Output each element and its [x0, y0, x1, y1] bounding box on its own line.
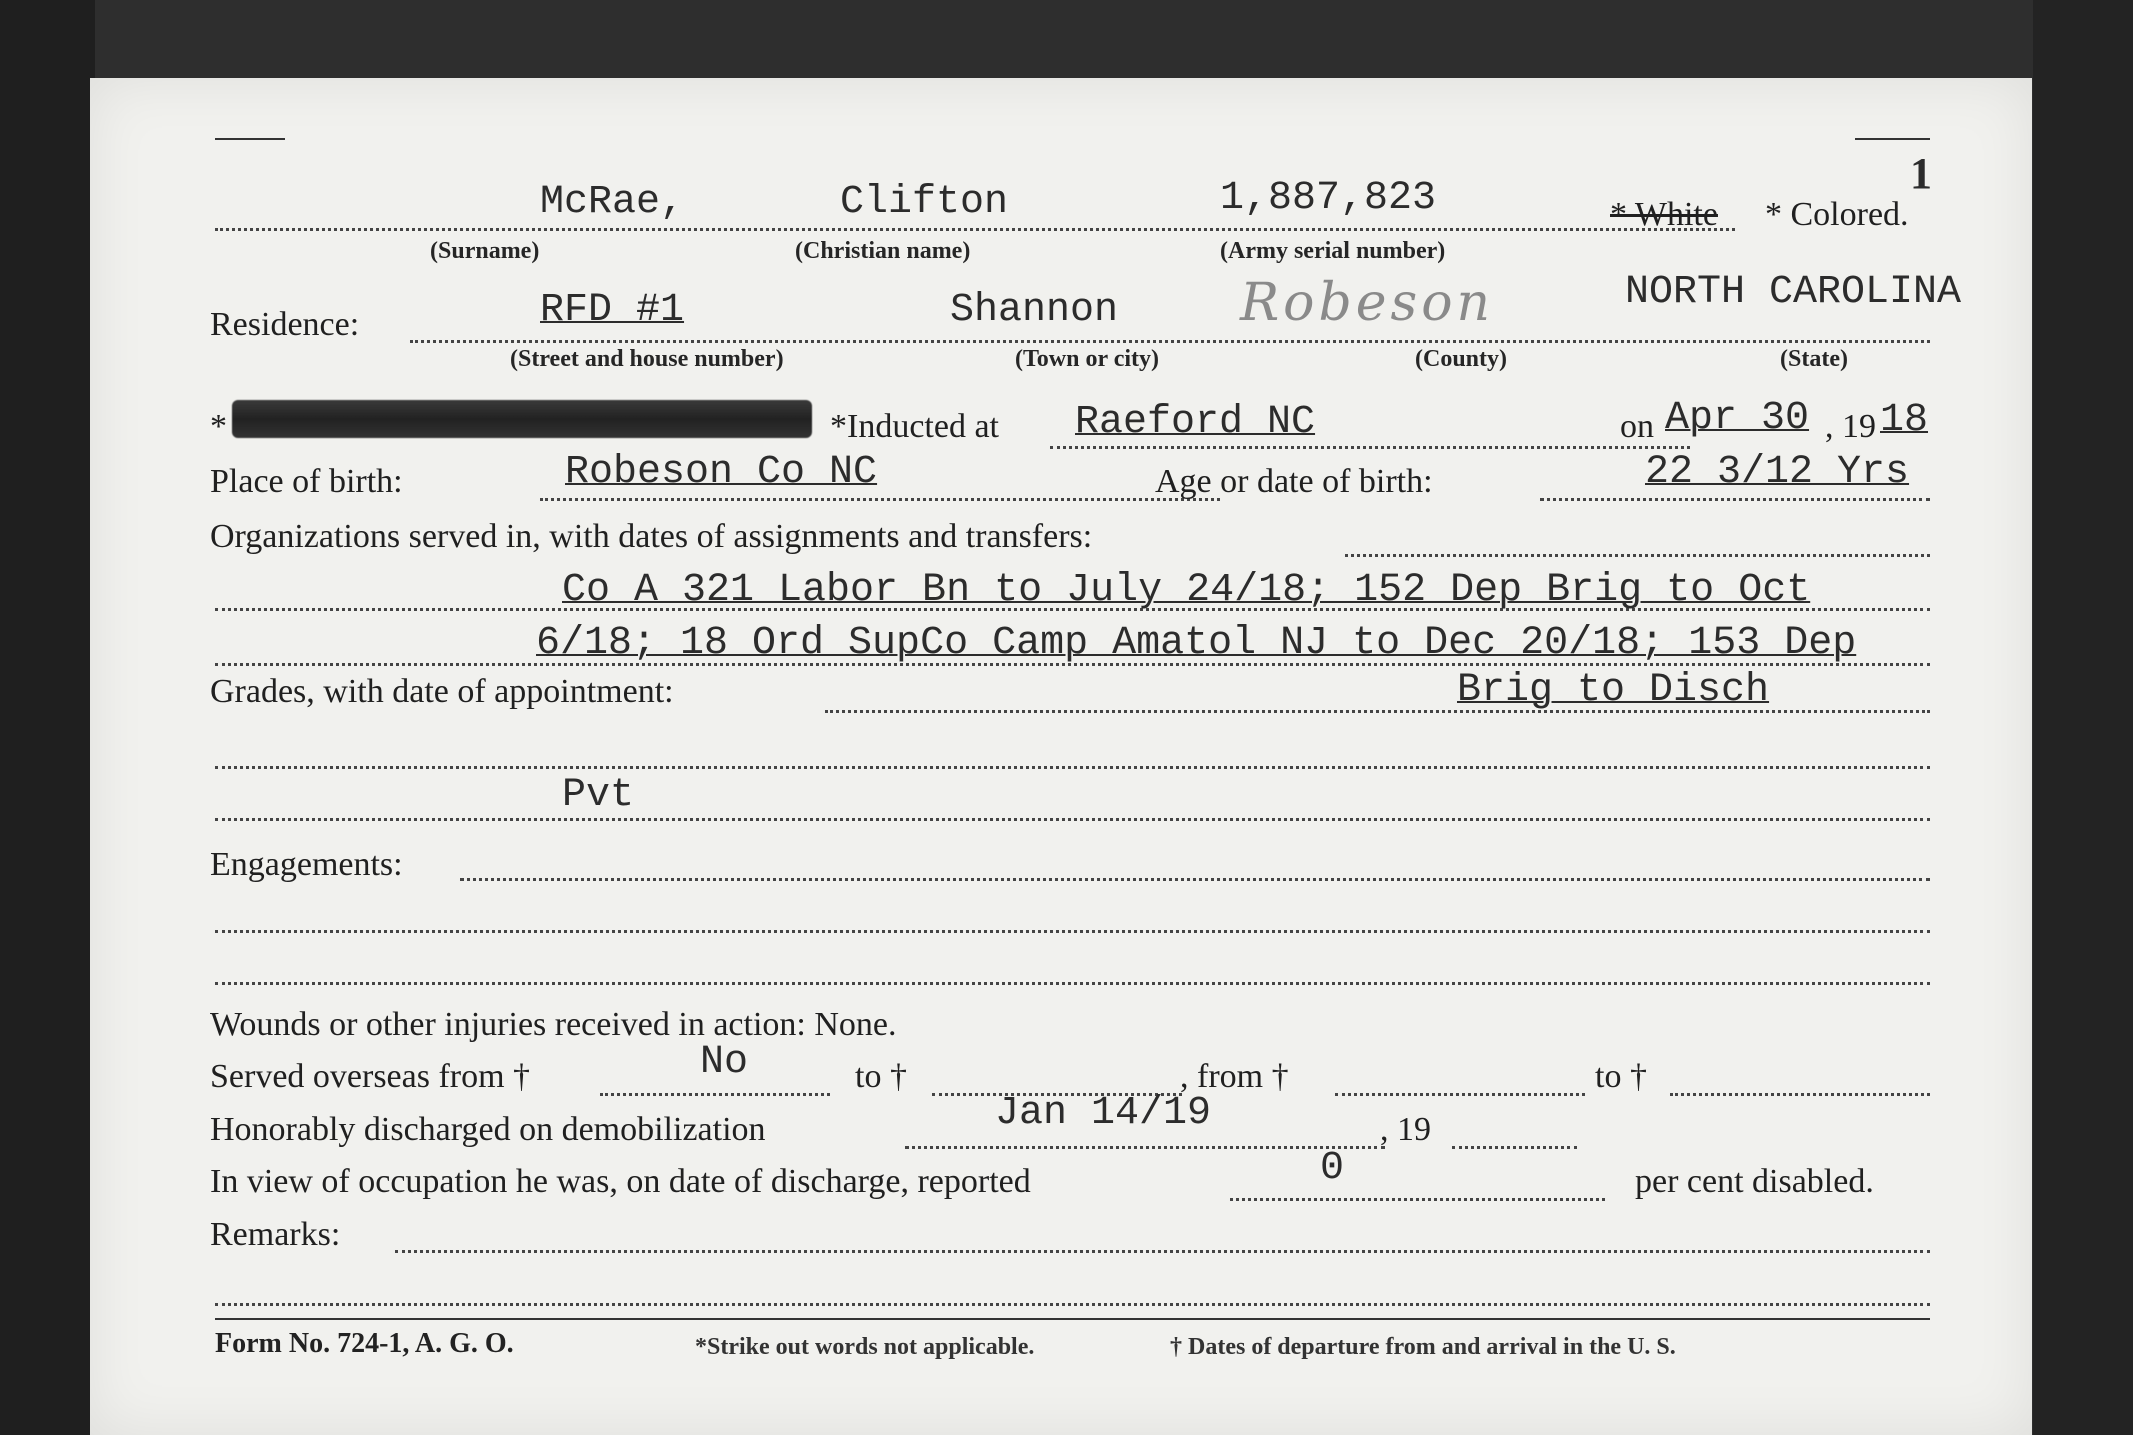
- overseas-to2-line: [1670, 1093, 1930, 1096]
- inducted-label: *Inducted at: [830, 408, 999, 445]
- form-number: Form No. 724-1, A. G. O.: [215, 1328, 514, 1359]
- footer-note-strike: *Strike out words not applicable.: [695, 1334, 1035, 1360]
- organizations-entry-3: Brig to Disch: [1457, 668, 1770, 713]
- engagements-line-1: [215, 930, 1930, 933]
- name-line: [215, 228, 1735, 231]
- corner-mark-right: [1855, 138, 1930, 140]
- redacted-enlisted-options: [232, 400, 812, 438]
- inducted-date-value: Apr 30: [1665, 396, 1810, 441]
- organizations-label: Organizations served in, with dates of assignments and transfers:: [210, 518, 1093, 555]
- age-line: [1540, 498, 1930, 501]
- enlisted-asterisk: *: [210, 408, 227, 445]
- overseas-to2-label: to †: [1595, 1058, 1647, 1095]
- inducted-on-label: on: [1620, 408, 1654, 445]
- discharge-year-suffix: , 19: [1380, 1111, 1431, 1148]
- grades-line-2: [215, 818, 1930, 821]
- remarks-line-1: [215, 1303, 1930, 1306]
- street-caption: (Street and house number): [510, 346, 784, 372]
- corner-mark-left: [215, 138, 285, 140]
- surname-caption: (Surname): [430, 238, 540, 264]
- colored-option: * Colored.: [1765, 196, 1909, 233]
- place-of-birth-line: [540, 498, 1220, 501]
- overseas-to-label: to †: [855, 1058, 907, 1095]
- disability-line: [1230, 1198, 1605, 1201]
- residence-line: [410, 340, 1930, 343]
- county-caption: (County): [1415, 346, 1508, 372]
- inducted-place-value: Raeford NC: [1075, 400, 1316, 445]
- grades-label: Grades, with date of appointment:: [210, 673, 674, 710]
- service-record-card: [90, 78, 2032, 1435]
- disability-label: In view of occupation he was, on date of discharge, reported: [210, 1163, 1031, 1200]
- organizations-entry-1: Co A 321 Labor Bn to July 24/18; 152 Dep Brig to Oct: [562, 568, 1811, 613]
- engagements-line-0: [460, 878, 1930, 881]
- grades-line-1: [215, 766, 1930, 769]
- surname-value: McRae,: [540, 180, 685, 225]
- state-value: NORTH CAROLINA: [1625, 270, 1962, 315]
- footer-rule: [215, 1318, 1930, 1320]
- remarks-label: Remarks:: [210, 1216, 341, 1253]
- disability-value: 0: [1320, 1146, 1345, 1191]
- scan-border-left: [0, 0, 95, 1435]
- discharge-label: Honorably discharged on demobilization: [210, 1111, 766, 1148]
- card-number: 1: [1910, 149, 1932, 198]
- overseas-from-label: Served overseas from †: [210, 1058, 531, 1095]
- overseas-from2-label: , from †: [1180, 1058, 1289, 1095]
- grades-value: Pvt: [562, 773, 635, 818]
- discharge-date-value: Jan 14/19: [995, 1091, 1212, 1136]
- serial-number-caption: (Army serial number): [1220, 238, 1446, 264]
- inducted-place-line: [1050, 446, 1690, 449]
- town-caption: (Town or city): [1015, 346, 1159, 372]
- inducted-year-prefix: , 19: [1825, 408, 1876, 445]
- footer-note-dates: † Dates of departure from and arrival in the U. S.: [1170, 1334, 1676, 1360]
- discharge-date-line: [905, 1146, 1385, 1149]
- state-caption: (State): [1780, 346, 1848, 372]
- white-option: * White: [1610, 196, 1718, 233]
- scan-border-right: [2033, 0, 2133, 1435]
- organizations-entry-2: 6/18; 18 Ord SupCo Camp Amatol NJ to Dec 20/18; 153 Dep: [536, 621, 1857, 666]
- county-value: Robeson: [1240, 273, 1495, 333]
- age-value: 22 3/12 Yrs: [1645, 450, 1910, 495]
- disability-suffix: per cent disabled.: [1635, 1163, 1874, 1200]
- overseas-from-line: [600, 1093, 830, 1096]
- discharge-year-line: [1452, 1146, 1577, 1149]
- street-value: RFD #1: [540, 288, 685, 333]
- place-of-birth-value: Robeson Co NC: [565, 450, 878, 495]
- remarks-line-0: [395, 1250, 1930, 1253]
- christian-name-caption: (Christian name): [795, 238, 971, 264]
- engagements-label: Engagements:: [210, 846, 403, 883]
- christian-name-value: Clifton: [840, 180, 1009, 225]
- overseas-from2-line: [1335, 1093, 1585, 1096]
- place-of-birth-label: Place of birth:: [210, 463, 403, 500]
- organizations-line-0: [1345, 554, 1930, 557]
- age-label: Age or date of birth:: [1155, 463, 1433, 500]
- overseas-value: No: [700, 1040, 749, 1085]
- engagements-line-2: [215, 982, 1930, 985]
- serial-number-value: 1,887,823: [1220, 176, 1437, 221]
- town-value: Shannon: [950, 288, 1119, 333]
- wounds-label: Wounds or other injuries received in action: None.: [210, 1006, 897, 1043]
- inducted-year-value: 18: [1880, 398, 1929, 443]
- residence-label: Residence:: [210, 306, 360, 343]
